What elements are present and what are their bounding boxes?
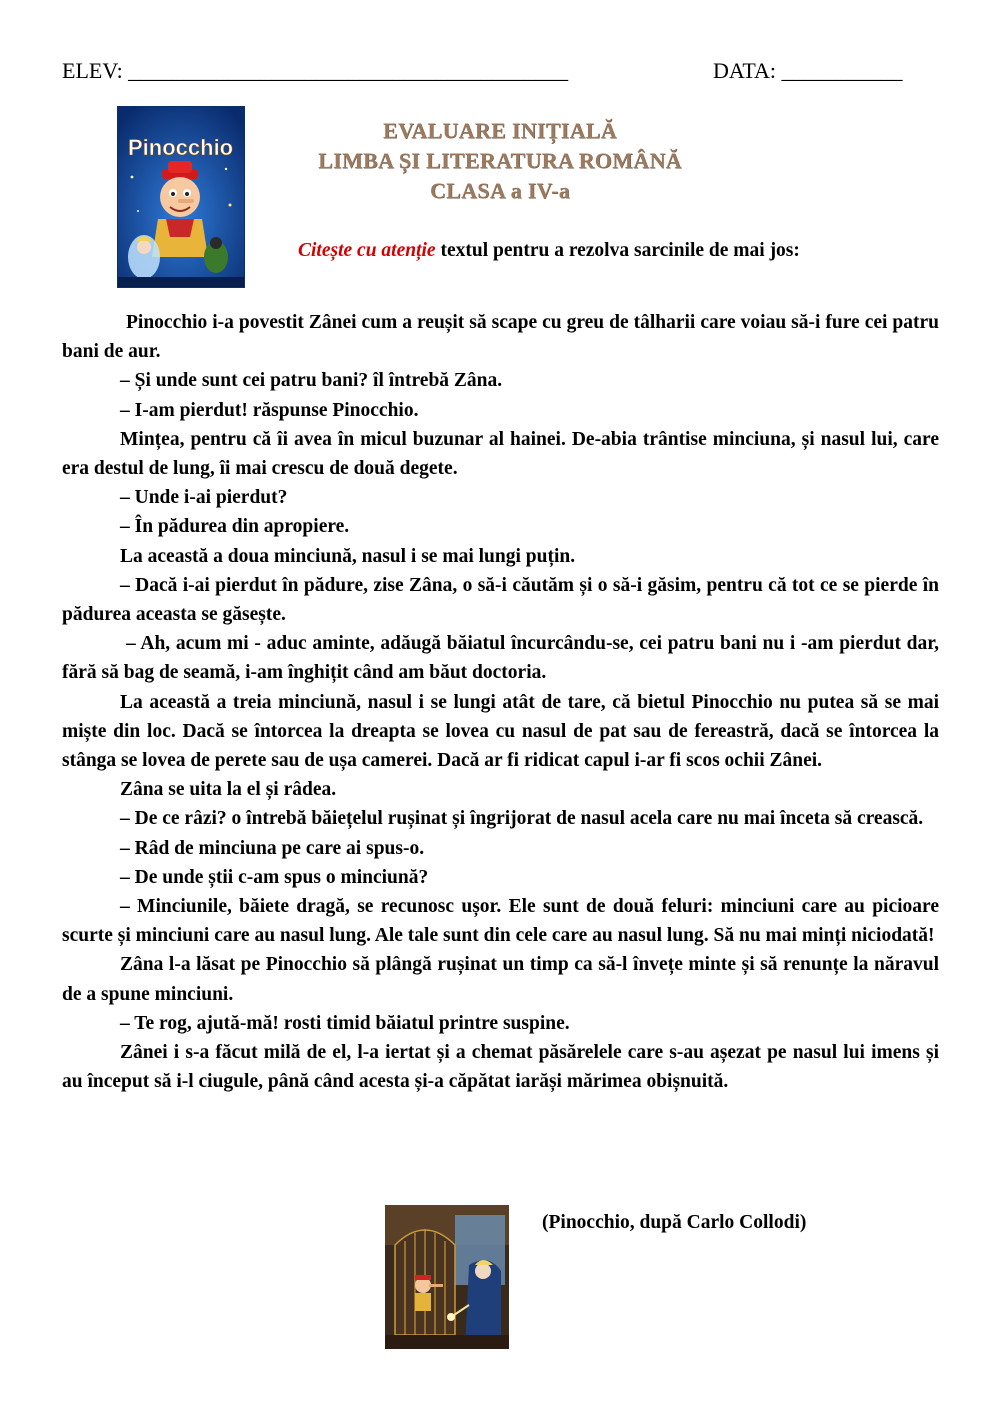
paragraph: Zâna l-a lăsat pe Pinocchio să plângă rușinat un timp ca să-l învețe minte și să renunțe la năravul de a spune minciuni. — [62, 954, 939, 1005]
title-class: CLASA a IV-a — [429, 178, 571, 203]
paragraph: La această a doua minciună, nasul i se mai lungi puțin. — [120, 545, 576, 567]
title-block — [250, 116, 750, 206]
paragraph: – În pădurea din apropiere. — [120, 516, 350, 538]
instruction — [298, 240, 800, 262]
pinocchio-cage-image — [385, 1205, 509, 1349]
paragraph: – Și unde sunt cei patru bani? îl întrebă Zâna. — [120, 370, 503, 392]
paragraph: – Minciunile, băiete dragă, se recunosc ușor. Ele sunt de două feluri: minciuni care au picioare scurte și minciuni care au nasul lung. Ale tale sunt din cele care au nasul lung. Să nu mai minți niciodată! — [62, 896, 939, 947]
paragraph: Pinocchio i-a povestit Zânei cum a reușit să scape cu greu de tâlharii care voiau să-i fure cei patru bani de aur. — [62, 312, 939, 363]
instruction-emphasis: Citește cu atenție — [298, 240, 436, 261]
date-field[interactable]: DATA: ___________ — [713, 58, 903, 83]
paragraph: – I-am pierdut! răspunse Pinocchio. — [120, 399, 419, 421]
paragraph: Zânei i s-a făcut milă de el, l-a iertat și a chemat păsărelele care s-au așezat pe nasul lui imens și au început să i-l ciugule, până când acesta și-a căpătat iarăși mărimea obișnuită. — [62, 1042, 939, 1093]
paragraph: – Dacă i-ai pierdut în pădure, zise Zâna, o să-i căutăm și o să-i găsim, pentru că tot ce se pierde în pădurea aceasta se găsește. — [62, 574, 939, 626]
cage-illustration — [385, 1205, 509, 1349]
paragraph: Mințea, pentru că îi avea în micul buzunar al hainei. De-abia trântise minciuna, și nasul lui, care era destul de lung, îi mai crescu de două degete. — [62, 428, 939, 480]
paragraph: Zâna se uita la el și râdea. — [120, 779, 337, 801]
paragraph: – Râd de minciuna pe care ai spus-o. — [120, 837, 425, 859]
student-name-field[interactable]: ELEV: ________________________________________ — [62, 58, 569, 83]
paragraph: – De ce râzi? o întrebă băiețelul rușinat și îngrijorat de nasul acela care nu mai înceta să crească. — [120, 808, 924, 830]
source-attribution: (Pinocchio, după Carlo Collodi) — [542, 1212, 807, 1233]
cover-title: Pinocchio — [128, 135, 234, 160]
cover-illustration — [118, 107, 244, 287]
title-evaluare: EVALUARE INIȚIALĂ — [383, 118, 617, 143]
paragraph: – Ah, acum mi - aduc aminte, adăugă băiatul încurcându-se, cei patru bani nu i -am pierdut dar, fără să bag de seamă, i-am înghițit când am băut doctoria. — [62, 633, 939, 684]
title-subject: LIMBA ȘI LITERATURA ROMÂNĂ — [318, 148, 682, 173]
paragraph: – De unde știi c-am spus o minciună? — [120, 866, 429, 888]
pinocchio-cover-image — [117, 106, 245, 288]
paragraph: La această a treia minciună, nasul i se lungi atât de tare, că bietul Pinocchio nu putea să se mai miște din loc. Dacă se întorcea la dreapta se lovea cu nasul de pat sau de fereastră, dacă se întorcea la stânga se lovea de perete sau de ușa camerei. Dacă ar fi ridicat capul i-ar fi scos ochii Zânei. — [62, 691, 939, 772]
paragraph: – Unde i-ai pierdut? — [120, 487, 288, 509]
story-text — [62, 308, 939, 1096]
instruction-rest: textul pentru a rezolva sarcinile de mai jos: — [435, 240, 800, 261]
paragraph: – Te rog, ajută-mă! rosti timid băiatul printre suspine. — [120, 1012, 570, 1034]
